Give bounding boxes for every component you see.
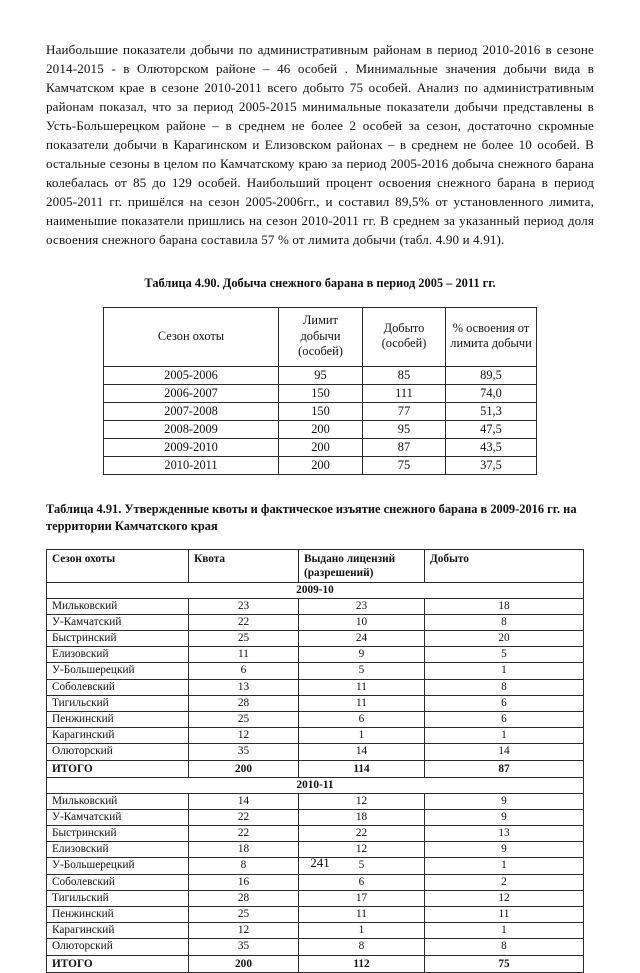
cell-percent: 37,5 [446, 456, 537, 474]
table-491-section-2009-10 [47, 582, 584, 777]
cell-total-label: ИТОГО [47, 760, 189, 777]
header-line: добычи [300, 328, 341, 343]
cell-harvested: 75 [363, 456, 446, 474]
cell-total-label: ИТОГО [47, 955, 189, 972]
cell-limit: 200 [279, 420, 363, 438]
cell-licenses: 11 [299, 679, 425, 695]
table-491-caption: Таблица 4.91. Утвержденные квоты и фактическое изъятие снежного барана в 2009-2016 гг. на территории Камчатского края [46, 501, 577, 533]
cell-quota: 18 [189, 842, 299, 858]
cell-harvested: 14 [425, 744, 584, 760]
cell-season: 2008-2009 [104, 420, 279, 438]
cell-harvested: 8 [425, 679, 584, 695]
cell-percent: 74,0 [446, 384, 537, 402]
table-row [47, 825, 584, 841]
header-line: лимита добычи [450, 336, 532, 351]
cell-district: Карагинский [47, 923, 189, 939]
cell-quota: 22 [189, 809, 299, 825]
cell-district: Быстринский [47, 825, 189, 841]
cell-limit: 200 [279, 456, 363, 474]
cell-harvested: 6 [425, 695, 584, 711]
header-line: Сезон охоты [52, 552, 116, 565]
cell-harvested: 5 [425, 647, 584, 663]
cell-season: 2009-2010 [104, 438, 279, 456]
cell-season: 2007-2008 [104, 402, 279, 420]
table-490-body [104, 366, 537, 474]
header-line: Сезон охоты [157, 328, 225, 343]
cell-district: Елизовский [47, 647, 189, 663]
cell-harvested: 18 [425, 598, 584, 614]
cell-harvested: 11 [425, 906, 584, 922]
cell-harvested: 87 [363, 438, 446, 456]
body-paragraph: Наибольшие показатели добычи по административным районам в период 2010-2016 в сезоне 2014-2015 - в Олюторском районе – 46 особей . Минимальные значения добычи вида в Камчатском крае в сезоне 2010-2011 всего добыто 75 особей. Анализ по административным районам показал, что за период 2005-2015 минимальные показатели добычи представлены в Усть-Большерецком районе – в среднем не более 2 особей за сезон, достаточно скромные показатели добычи в Карагинском и Елизовском районах – в среднем не более 10 особей. В остальные сезоны в целом по Камчатскому краю за период 2005-2016 добыча снежного барана колебалась от 85 до 129 особей. Наибольший процент освоения снежного барана в период 2005-2011 гг. пришёлся на сезон 2005-2006гг., и составил 89,5% от установленного лимита, наименьшие показатели пришлись на сезон 2010-2011 гг. В среднем за указанный период доля освоения снежного барана составила 57 % от лимита добычи (табл. 4.90 и 4.91). [46, 42, 594, 247]
cell-harvested: 9 [425, 793, 584, 809]
cell-harvested: 9 [425, 809, 584, 825]
cell-district: У-Большерецкий [47, 858, 189, 874]
cell-licenses: 5 [299, 663, 425, 679]
table-row [104, 366, 537, 384]
table-491-header [47, 549, 584, 582]
cell-total-licenses: 112 [299, 955, 425, 972]
cell-quota: 23 [189, 598, 299, 614]
cell-district: Быстринский [47, 630, 189, 646]
table-row [104, 402, 537, 420]
cell-licenses: 1 [299, 728, 425, 744]
header-line: Добыто [383, 320, 425, 335]
header-line: Добыто [430, 552, 469, 565]
cell-licenses: 14 [299, 744, 425, 760]
table-row [47, 874, 584, 890]
cell-limit: 150 [279, 402, 363, 420]
cell-licenses: 11 [299, 695, 425, 711]
table-row [47, 598, 584, 614]
cell-harvested: 6 [425, 711, 584, 727]
header-line: Лимит [303, 313, 338, 327]
cell-limit: 200 [279, 438, 363, 456]
cell-harvested: 1 [425, 858, 584, 874]
cell-district: Пенжинский [47, 906, 189, 922]
table-row [47, 695, 584, 711]
column-header-quota [189, 549, 299, 582]
table-490-container [46, 307, 594, 475]
table-row [47, 549, 584, 582]
cell-total-quota: 200 [189, 760, 299, 777]
cell-district: Олюторский [47, 939, 189, 955]
cell-percent: 89,5 [446, 366, 537, 384]
cell-harvested: 9 [425, 842, 584, 858]
column-header-limit [279, 308, 363, 367]
table-row [47, 890, 584, 906]
table-row [104, 384, 537, 402]
cell-quota: 22 [189, 825, 299, 841]
cell-quota: 6 [189, 663, 299, 679]
cell-harvested: 77 [363, 402, 446, 420]
cell-licenses: 8 [299, 939, 425, 955]
page-number: 241 [310, 855, 330, 870]
header-line: (разрешений) [304, 566, 374, 579]
table-row [47, 711, 584, 727]
cell-district: Пенжинский [47, 711, 189, 727]
table-row [104, 308, 537, 367]
table-490 [103, 307, 537, 475]
cell-harvested: 85 [363, 366, 446, 384]
cell-quota: 28 [189, 890, 299, 906]
cell-quota: 28 [189, 695, 299, 711]
cell-quota: 35 [189, 744, 299, 760]
cell-licenses: 9 [299, 647, 425, 663]
column-header-season [104, 308, 279, 367]
cell-licenses: 12 [299, 793, 425, 809]
cell-licenses: 22 [299, 825, 425, 841]
table-491-container [46, 549, 594, 973]
table-row [47, 809, 584, 825]
cell-quota: 25 [189, 630, 299, 646]
cell-licenses: 6 [299, 874, 425, 890]
cell-quota: 12 [189, 923, 299, 939]
cell-district: У-Большерецкий [47, 663, 189, 679]
cell-licenses: 5 [299, 858, 425, 874]
cell-licenses: 6 [299, 711, 425, 727]
cell-district: Мильковский [47, 793, 189, 809]
table-490-caption: Таблица 4.90. Добыча снежного барана в период 2005 – 2011 гг. [144, 276, 496, 290]
cell-quota: 22 [189, 614, 299, 630]
table-490-header [104, 308, 537, 367]
table-row [104, 420, 537, 438]
header-line: (особей) [381, 336, 427, 351]
cell-quota: 25 [189, 906, 299, 922]
cell-harvested: 12 [425, 890, 584, 906]
cell-harvested: 8 [425, 939, 584, 955]
column-header-harvested [425, 549, 584, 582]
table-row [104, 456, 537, 474]
season-band-row [47, 777, 584, 793]
cell-harvested: 13 [425, 825, 584, 841]
header-line: Выдано лицензий [304, 552, 396, 565]
cell-district: Соболевский [47, 679, 189, 695]
table-491-section-2010-11 [47, 777, 584, 972]
cell-district: Олюторский [47, 744, 189, 760]
table-total-row [47, 955, 584, 972]
cell-harvested: 1 [425, 923, 584, 939]
cell-licenses: 11 [299, 906, 425, 922]
cell-district: Карагинский [47, 728, 189, 744]
table-row [47, 679, 584, 695]
table-row [47, 663, 584, 679]
table-row [47, 923, 584, 939]
cell-district: Тигильский [47, 695, 189, 711]
cell-quota: 16 [189, 874, 299, 890]
header-line: (особей) [298, 344, 343, 358]
table-491 [46, 549, 584, 973]
cell-district: У-Камчатский [47, 809, 189, 825]
cell-total-harvested: 75 [425, 955, 584, 972]
header-line: Квота [194, 552, 226, 565]
table-row [104, 438, 537, 456]
season-band-row [47, 582, 584, 598]
table-row [47, 728, 584, 744]
cell-harvested: 1 [425, 728, 584, 744]
table-row [47, 793, 584, 809]
cell-quota: 13 [189, 679, 299, 695]
cell-quota: 11 [189, 647, 299, 663]
cell-licenses: 18 [299, 809, 425, 825]
cell-total-licenses: 114 [299, 760, 425, 777]
table-row [47, 630, 584, 646]
column-header-harvested [363, 308, 446, 367]
cell-licenses: 10 [299, 614, 425, 630]
cell-quota: 35 [189, 939, 299, 955]
cell-licenses: 23 [299, 598, 425, 614]
cell-licenses: 17 [299, 890, 425, 906]
table-row [47, 744, 584, 760]
cell-season: 2006-2007 [104, 384, 279, 402]
cell-quota: 14 [189, 793, 299, 809]
cell-district: У-Камчатский [47, 614, 189, 630]
cell-harvested: 8 [425, 614, 584, 630]
table-row [47, 647, 584, 663]
cell-licenses: 24 [299, 630, 425, 646]
cell-percent: 51,3 [446, 402, 537, 420]
cell-total-quota: 200 [189, 955, 299, 972]
column-header-percent [446, 308, 537, 367]
column-header-licenses [299, 549, 425, 582]
column-header-season [47, 549, 189, 582]
table-row [47, 906, 584, 922]
cell-district: Тигильский [47, 890, 189, 906]
cell-total-harvested: 87 [425, 760, 584, 777]
cell-limit: 150 [279, 384, 363, 402]
cell-district: Мильковский [47, 598, 189, 614]
table-total-row [47, 760, 584, 777]
table-row [47, 614, 584, 630]
season-band-label: 2010-11 [47, 777, 584, 793]
cell-season: 2010-2011 [104, 456, 279, 474]
header-line: % освоения от [452, 320, 530, 335]
cell-quota: 12 [189, 728, 299, 744]
cell-licenses: 1 [299, 923, 425, 939]
cell-licenses: 12 [299, 842, 425, 858]
cell-harvested: 1 [425, 663, 584, 679]
cell-quota: 8 [189, 858, 299, 874]
cell-district: Елизовский [47, 842, 189, 858]
cell-harvested: 20 [425, 630, 584, 646]
cell-percent: 43,5 [446, 438, 537, 456]
cell-harvested: 95 [363, 420, 446, 438]
cell-harvested: 2 [425, 874, 584, 890]
cell-quota: 25 [189, 711, 299, 727]
cell-season: 2005-2006 [104, 366, 279, 384]
cell-district: Соболевский [47, 874, 189, 890]
season-band-label: 2009-10 [47, 582, 584, 598]
cell-percent: 47,5 [446, 420, 537, 438]
cell-harvested: 111 [363, 384, 446, 402]
cell-limit: 95 [279, 366, 363, 384]
table-row [47, 939, 584, 955]
